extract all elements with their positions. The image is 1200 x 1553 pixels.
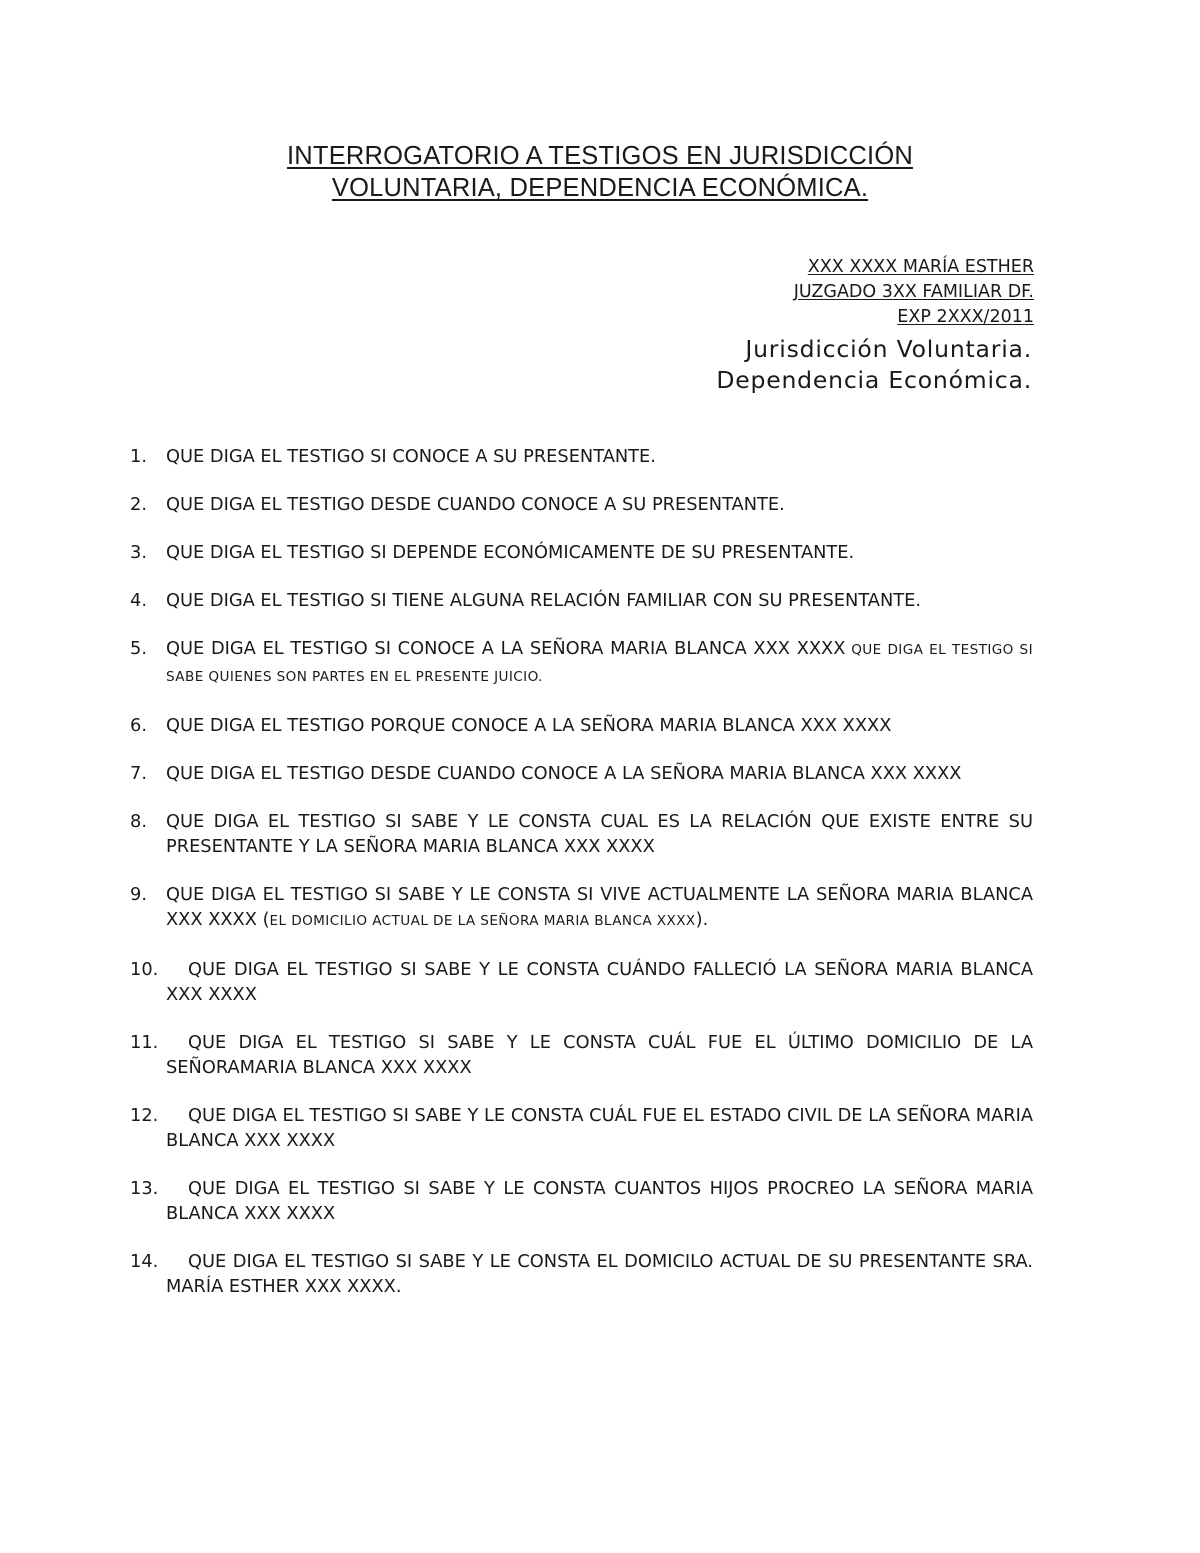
question-item <box>130 761 1033 786</box>
question-item <box>130 636 1033 690</box>
question-number: 14. <box>130 1251 159 1272</box>
question-number: 4. <box>130 590 147 611</box>
question-item <box>130 1103 1033 1153</box>
question-number: 2. <box>130 494 147 515</box>
question-number: 7. <box>130 763 147 784</box>
question-number: 6. <box>130 715 147 736</box>
question-number: 12. <box>130 1105 159 1126</box>
question-text: QUE DIGA EL TESTIGO SI SABE Y LE CONSTA CUÁL FUE EL ESTADO CIVIL DE LA SEÑORA MARIA BLANCA XXX XXXX <box>166 1105 1033 1151</box>
question-item <box>130 882 1033 934</box>
question-item <box>130 492 1033 517</box>
question-small-text: EL DOMICILIO ACTUAL DE LA SEÑORA MARIA BLANCA XXXX <box>269 913 696 929</box>
question-item <box>130 713 1033 738</box>
question-item <box>130 588 1033 613</box>
question-item <box>130 1030 1033 1080</box>
court-name: JUZGADO 3XX FAMILIAR DF. <box>793 282 1034 302</box>
question-text: QUE DIGA EL TESTIGO SI SABE Y LE CONSTA CUÁL FUE EL ÚLTIMO DOMICILIO DE LA SEÑORAMARIA BLANCA XXX XXXX <box>166 1032 1033 1078</box>
question-text: QUE DIGA EL TESTIGO SI SABE Y LE CONSTA CUÁNDO FALLECIÓ LA SEÑORA MARIA BLANCA XXX XXXX <box>166 959 1033 1005</box>
question-text: QUE DIGA EL TESTIGO SI SABE Y LE CONSTA CUANTOS HIJOS PROCREO LA SEÑORA MARIA BLANCA XXX XXXX <box>166 1178 1033 1224</box>
question-text: QUE DIGA EL TESTIGO SI TIENE ALGUNA RELACIÓN FAMILIAR CON SU PRESENTANTE. <box>166 590 922 611</box>
question-number: 10. <box>130 959 159 980</box>
question-item <box>130 1249 1033 1299</box>
document-title <box>160 140 1040 204</box>
question-text: QUE DIGA EL TESTIGO SI SABE Y LE CONSTA CUAL ES LA RELACIÓN QUE EXISTE ENTRE SU PRESENTANTE Y LA SEÑORA MARIA BLANCA XXX XXXX <box>166 811 1033 857</box>
question-text: QUE DIGA EL TESTIGO SI CONOCE A LA SEÑORA MARIA BLANCA XXX XXXX <box>166 638 846 659</box>
question-item <box>130 1176 1033 1226</box>
question-text: QUE DIGA EL TESTIGO SI SABE Y LE CONSTA SI VIVE ACTUALMENTE LA SEÑORA MARIA BLANCA XXX XXXX ( <box>166 884 1033 930</box>
question-number: 11. <box>130 1032 159 1053</box>
question-item <box>130 540 1033 565</box>
question-item <box>130 444 1033 469</box>
question-text-wrapper <box>166 882 1033 934</box>
question-list <box>130 444 1033 1322</box>
question-item <box>130 957 1033 1007</box>
case-references <box>794 255 1034 330</box>
question-number: 8. <box>130 811 147 832</box>
question-text: QUE DIGA EL TESTIGO SI SABE Y LE CONSTA EL DOMICILO ACTUAL DE SU PRESENTANTE SRA. MARÍA ESTHER XXX XXXX. <box>166 1251 1033 1297</box>
question-text: QUE DIGA EL TESTIGO PORQUE CONOCE A LA SEÑORA MARIA BLANCA XXX XXXX <box>166 715 892 736</box>
question-text: QUE DIGA EL TESTIGO SI DEPENDE ECONÓMICAMENTE DE SU PRESENTANTE. <box>166 542 855 563</box>
question-text-wrapper <box>166 636 1033 690</box>
party-name: XXX XXXX MARÍA ESTHER <box>807 257 1034 277</box>
question-text: QUE DIGA EL TESTIGO DESDE CUANDO CONOCE A LA SEÑORA MARIA BLANCA XXX XXXX <box>166 763 962 784</box>
question-number: 13. <box>130 1178 159 1199</box>
case-type-line-1: Jurisdicción Voluntaria. <box>745 335 1032 363</box>
case-type-line-2: Dependencia Económica. <box>716 366 1032 394</box>
case-type <box>716 334 1032 396</box>
question-item <box>130 809 1033 859</box>
question-number: 5. <box>130 638 147 659</box>
title-line-1: INTERROGATORIO A TESTIGOS EN JURISDICCIÓN <box>287 142 913 170</box>
question-tail-text: ). <box>695 909 709 930</box>
question-number: 1. <box>130 446 147 467</box>
question-number: 9. <box>130 884 147 905</box>
title-line-2: VOLUNTARIA, DEPENDENCIA ECONÓMICA. <box>331 174 869 202</box>
file-number: EXP 2XXX/2011 <box>897 307 1034 327</box>
question-text: QUE DIGA EL TESTIGO DESDE CUANDO CONOCE A SU PRESENTANTE. <box>166 494 785 515</box>
question-text: QUE DIGA EL TESTIGO SI CONOCE A SU PRESENTANTE. <box>166 446 656 467</box>
question-small-text: QUE DIGA EL TESTIGO SI SABE QUIENES SON PARTES EN EL PRESENTE JUICIO. <box>166 642 1033 685</box>
question-number: 3. <box>130 542 147 563</box>
